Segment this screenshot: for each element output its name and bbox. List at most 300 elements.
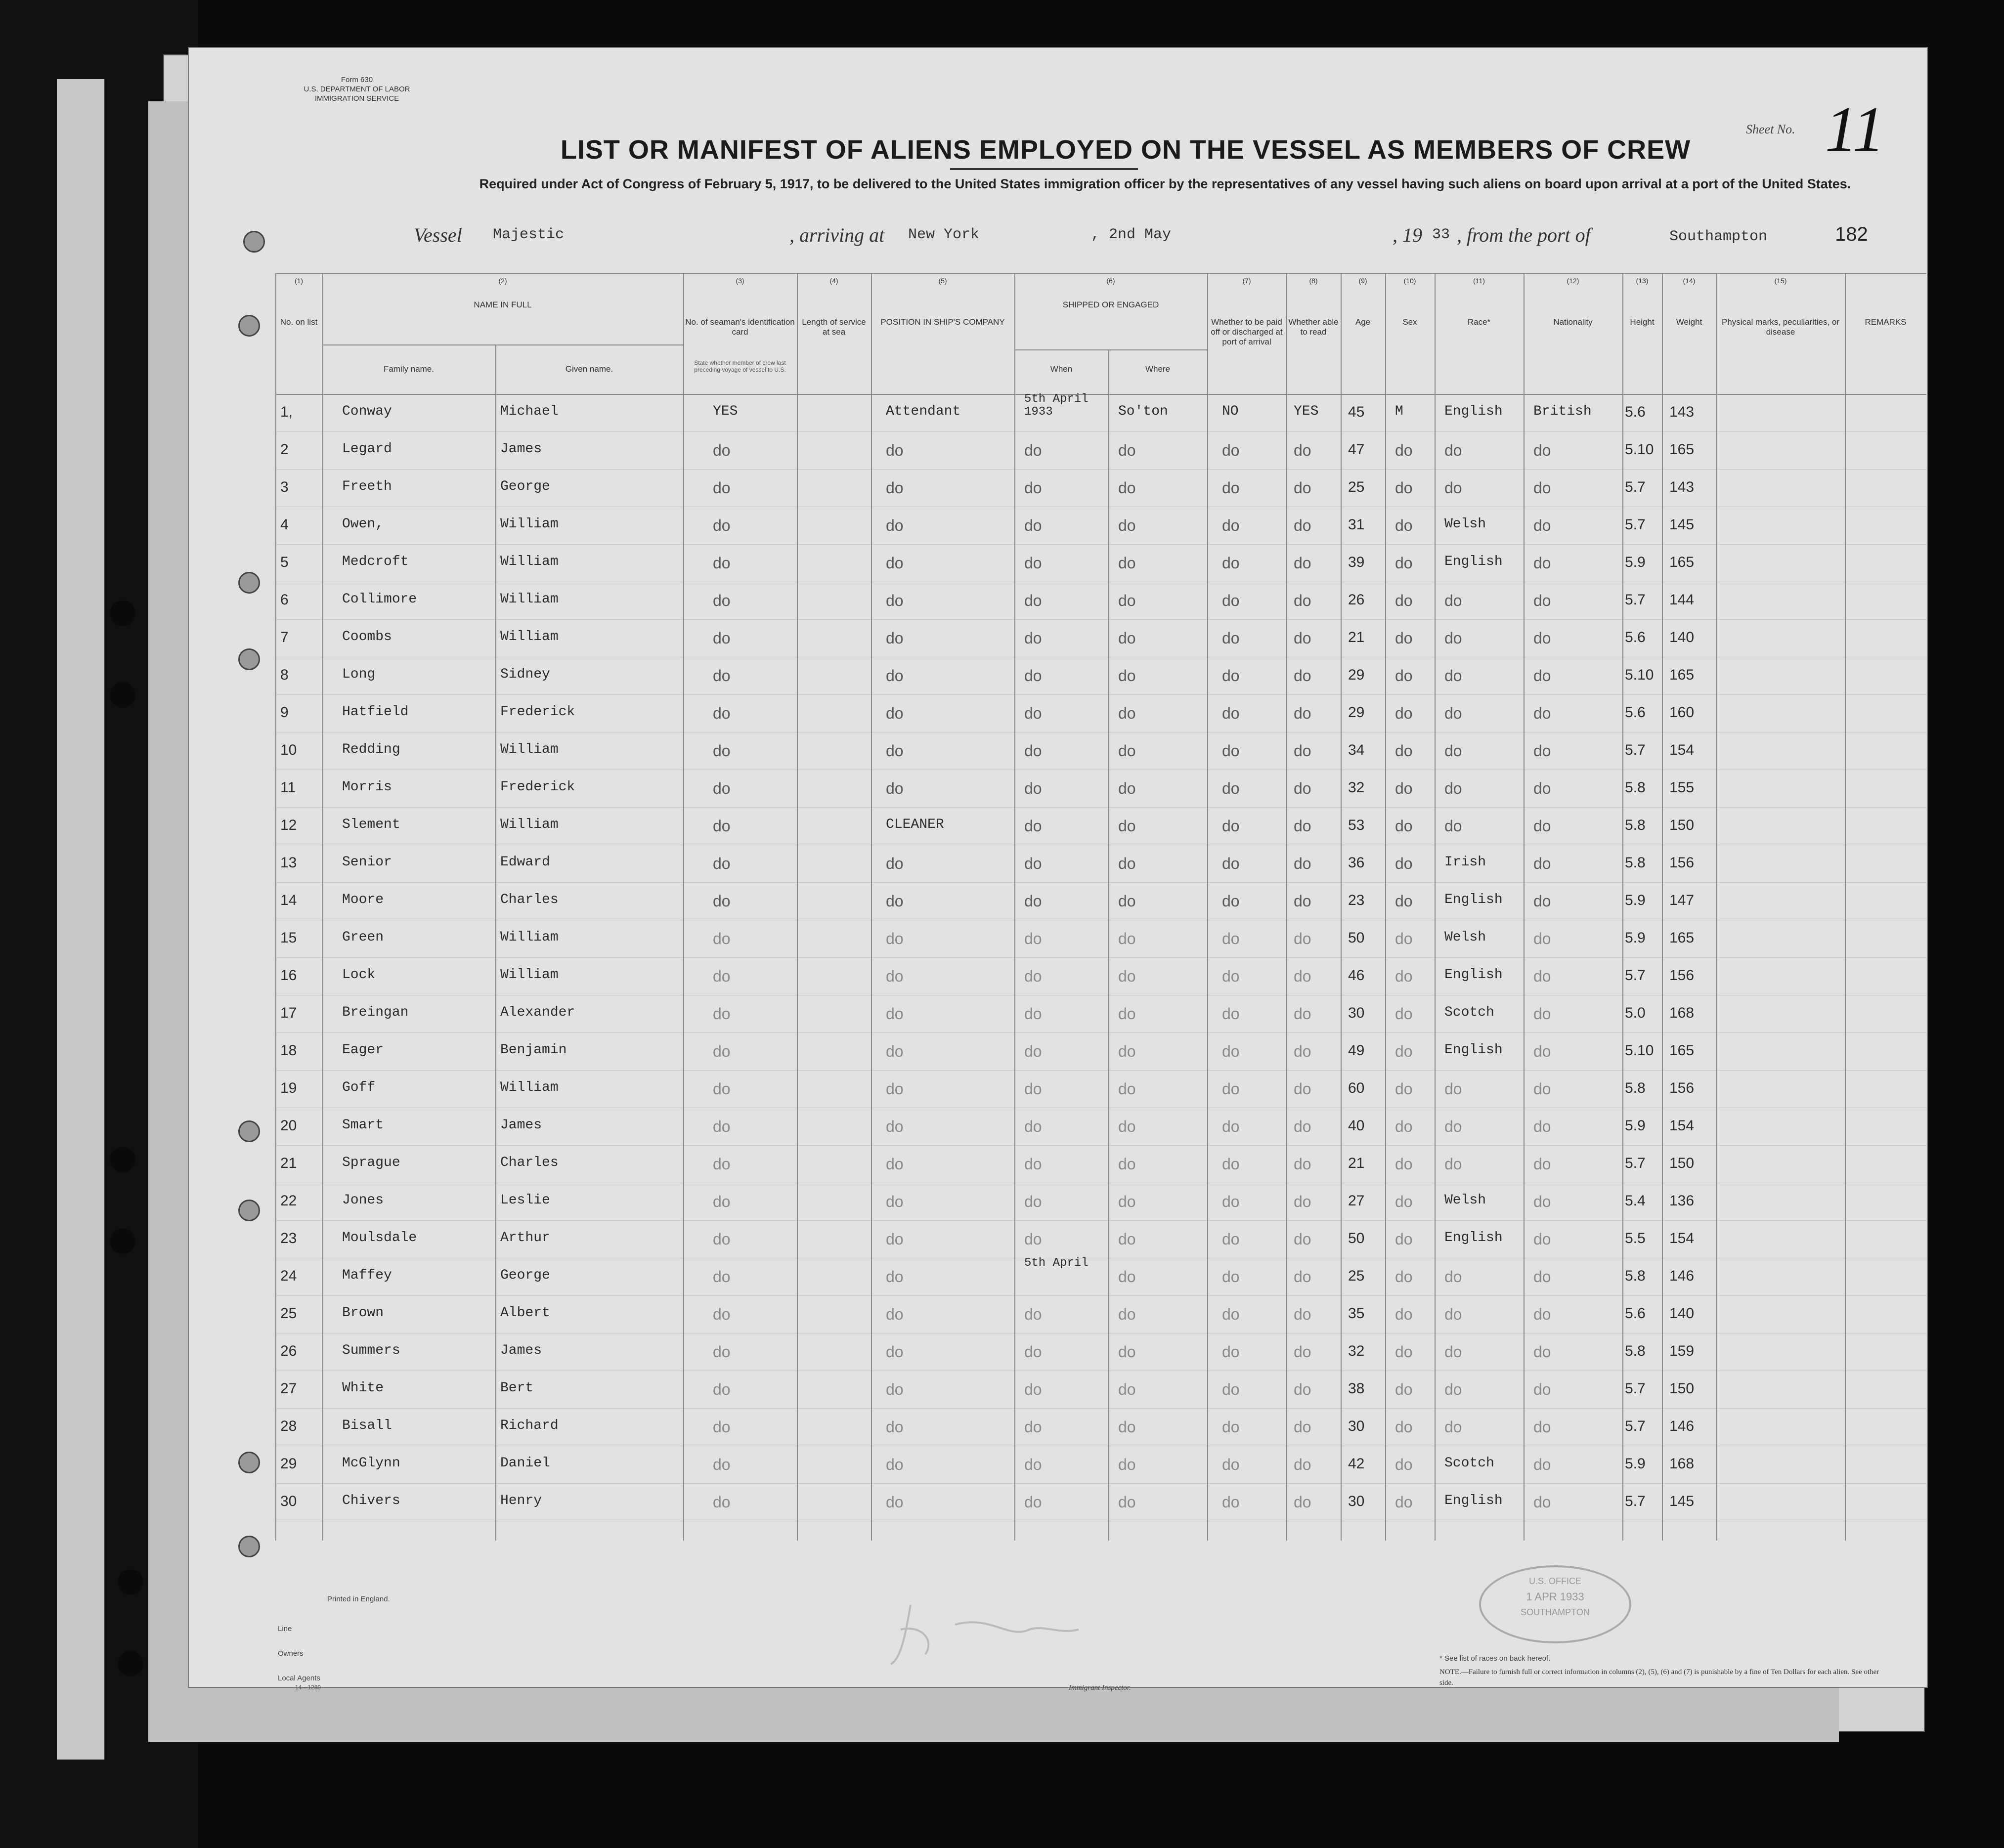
column-number: (1) [294, 277, 304, 285]
age: 35 [1348, 1305, 1365, 1322]
column-subheader: Family name. [383, 364, 435, 374]
shipped-when: do [1024, 479, 1042, 497]
age: 49 [1348, 1042, 1365, 1059]
given-name: Henry [500, 1493, 542, 1508]
given-name: Charles [500, 1155, 559, 1170]
race: Welsh [1444, 516, 1486, 532]
position: do [886, 1380, 904, 1398]
height: 5.8 [1625, 855, 1646, 871]
given-name: William [500, 1080, 559, 1095]
page-title: LIST OR MANIFEST OF ALIENS EMPLOYED ON THE VESSEL AS MEMBERS OF CREW [560, 135, 1691, 165]
row-rule [275, 807, 1926, 808]
paid-off: do [1222, 1117, 1240, 1135]
column-rule [797, 273, 798, 1541]
race: do [1444, 1117, 1462, 1135]
sex: do [1395, 704, 1413, 722]
shipped-subheader-rule [1014, 349, 1207, 350]
age: 46 [1348, 967, 1365, 984]
race: do [1444, 779, 1462, 797]
family-name: Long [342, 667, 376, 682]
sheet-number: 11 [1825, 94, 1885, 165]
shipped-when: do [1024, 1456, 1042, 1473]
family-name: Moulsdale [342, 1230, 417, 1246]
column-rule [1845, 273, 1846, 1541]
position: do [886, 704, 904, 722]
weight: 140 [1669, 629, 1695, 645]
given-name: George [500, 1268, 550, 1283]
inspector-label: Immigrant Inspector. [1069, 1684, 1131, 1692]
column-number: (3) [736, 277, 744, 285]
column-header: Height [1630, 317, 1655, 327]
shipped-where: do [1118, 1305, 1136, 1323]
paid-off: do [1222, 855, 1240, 872]
shipped-where: do [1118, 1230, 1136, 1248]
weight: 165 [1669, 667, 1695, 683]
able-to-read: do [1294, 629, 1311, 647]
shipped-where: So'ton [1118, 404, 1168, 419]
card-number: do [713, 1080, 731, 1098]
given-name: George [500, 479, 550, 494]
nationality: do [1533, 479, 1551, 497]
column-rule [871, 273, 872, 1541]
weight: 147 [1669, 892, 1695, 908]
column-number: (2) [498, 277, 507, 285]
paid-off: do [1222, 592, 1240, 609]
race: English [1444, 967, 1503, 983]
given-name: Leslie [500, 1193, 550, 1208]
row-number: 9 [280, 704, 289, 721]
height: 5.7 [1625, 1418, 1646, 1434]
weight: 150 [1669, 1380, 1695, 1397]
able-to-read: do [1294, 1042, 1311, 1060]
vessel-label: Vessel [414, 224, 462, 246]
family-name: Slement [342, 817, 400, 832]
nationality: do [1533, 892, 1551, 910]
age: 30 [1348, 1005, 1365, 1021]
height: 5.9 [1625, 1456, 1646, 1472]
column-header: No. of seaman's identification card [685, 317, 795, 337]
weight: 144 [1669, 592, 1695, 608]
age: 40 [1348, 1117, 1365, 1134]
paid-off: do [1222, 1493, 1240, 1511]
family-name: Legard [342, 441, 392, 457]
nationality: do [1533, 1456, 1551, 1473]
age: 34 [1348, 742, 1365, 758]
manifest-table [189, 48, 1929, 1689]
age: 47 [1348, 441, 1365, 458]
paid-off: do [1222, 742, 1240, 760]
row-rule [275, 1032, 1926, 1033]
age: 36 [1348, 855, 1365, 871]
race: do [1444, 592, 1462, 609]
card-number: do [713, 1155, 731, 1173]
age: 25 [1348, 1268, 1365, 1284]
nationality: do [1533, 1155, 1551, 1173]
column-header: Length of service at sea [802, 317, 866, 337]
page-subtitle: Required under Act of Congress of February 5, 1917, to be delivered to the United States immigration officer by the representatives of any vessel having such aliens on board upon arrival at a port of the United States. [479, 176, 1851, 191]
given-name: Daniel [500, 1456, 550, 1471]
position: do [886, 1418, 904, 1436]
paid-off: do [1222, 1380, 1240, 1398]
weight: 156 [1669, 855, 1695, 871]
punch-hole [110, 1147, 135, 1172]
race: English [1444, 1230, 1503, 1246]
paid-off: do [1222, 441, 1240, 459]
column-number: (12) [1567, 277, 1579, 285]
able-to-read: do [1294, 479, 1311, 497]
sheet-number-label: Sheet No. [1746, 122, 1795, 136]
office-stamp [1479, 1565, 1631, 1643]
age: 27 [1348, 1193, 1365, 1209]
shipped-where: do [1118, 554, 1136, 572]
weight: 168 [1669, 1005, 1695, 1021]
able-to-read: do [1294, 1456, 1311, 1473]
age: 38 [1348, 1380, 1365, 1397]
card-number: do [713, 1042, 731, 1060]
stamp-bottom: SOUTHAMPTON [1521, 1607, 1590, 1617]
row-rule [275, 1145, 1926, 1146]
given-name: Frederick [500, 779, 575, 795]
paid-off: do [1222, 516, 1240, 534]
column-header: Whether to be paid off or discharged at port of arrival [1211, 317, 1283, 346]
row-rule [275, 1483, 1926, 1484]
shipped-when: do [1024, 516, 1042, 534]
age: 21 [1348, 629, 1365, 645]
race: do [1444, 1268, 1462, 1286]
shipped-where: do [1118, 592, 1136, 609]
nationality: do [1533, 516, 1551, 534]
shipped-when: do [1024, 742, 1042, 760]
sex: do [1395, 855, 1413, 872]
height: 5.6 [1625, 404, 1646, 420]
paid-off: do [1222, 967, 1240, 985]
height: 5.8 [1625, 1268, 1646, 1284]
nationality: do [1533, 1268, 1551, 1286]
nationality: do [1533, 441, 1551, 459]
family-name: Morris [342, 779, 392, 795]
binder-strip [57, 79, 105, 1760]
able-to-read: do [1294, 1343, 1311, 1361]
arriving-label: , arriving at [789, 224, 885, 246]
weight: 154 [1669, 1117, 1695, 1134]
row-number: 28 [280, 1418, 297, 1434]
able-to-read: do [1294, 892, 1311, 910]
able-to-read: do [1294, 667, 1311, 685]
paid-off: do [1222, 817, 1240, 835]
paid-off: do [1222, 479, 1240, 497]
able-to-read: do [1294, 1005, 1311, 1023]
punch-hole [118, 1651, 143, 1676]
age: 23 [1348, 892, 1365, 908]
able-to-read: do [1294, 967, 1311, 985]
family-name: Bisall [342, 1418, 392, 1433]
shipped-where: do [1118, 704, 1136, 722]
column-rule [1286, 273, 1287, 1541]
able-to-read: do [1294, 779, 1311, 797]
row-number: 15 [280, 930, 297, 946]
sex: do [1395, 1005, 1413, 1023]
card-number: do [713, 930, 731, 947]
sex: do [1395, 1230, 1413, 1248]
height: 5.7 [1625, 742, 1646, 758]
family-name: Coombs [342, 629, 392, 645]
sex: do [1395, 1456, 1413, 1473]
row-number: 3 [280, 479, 289, 495]
position: do [886, 479, 904, 497]
shipped-when: do [1024, 1155, 1042, 1173]
weight: 146 [1669, 1268, 1695, 1284]
sex: do [1395, 667, 1413, 685]
sex: do [1395, 1380, 1413, 1398]
weight: 165 [1669, 441, 1695, 458]
able-to-read: do [1294, 592, 1311, 609]
card-number: do [713, 967, 731, 985]
shipped-where: do [1118, 967, 1136, 985]
sex: do [1395, 1193, 1413, 1210]
card-number: do [713, 1268, 731, 1286]
race: English [1444, 554, 1503, 569]
weight: 160 [1669, 704, 1695, 721]
row-rule [275, 882, 1926, 883]
table-top-rule [275, 273, 1926, 274]
weight: 165 [1669, 930, 1695, 946]
family-name: Collimore [342, 592, 417, 607]
shipped-when: do [1024, 1042, 1042, 1060]
nationality: do [1533, 1005, 1551, 1023]
weight: 154 [1669, 1230, 1695, 1246]
shipped-where: do [1118, 1343, 1136, 1361]
column-subheader: Given name. [565, 364, 613, 374]
column-header: Race* [1467, 317, 1491, 327]
paid-off: do [1222, 1268, 1240, 1286]
card-number: do [713, 629, 731, 647]
family-name: Chivers [342, 1493, 400, 1508]
card-number: do [713, 1305, 731, 1323]
punch-hole [110, 1228, 135, 1254]
given-name: Bert [500, 1380, 534, 1396]
height: 5.5 [1625, 1230, 1646, 1246]
race: Welsh [1444, 1193, 1486, 1208]
nationality: do [1533, 1193, 1551, 1210]
shipped-where: do [1118, 629, 1136, 647]
form-department: U.S. DEPARTMENT OF LABOR [304, 85, 410, 93]
position: Attendant [886, 404, 961, 419]
position: do [886, 1493, 904, 1511]
weight: 143 [1669, 404, 1695, 420]
height: 5.8 [1625, 1343, 1646, 1359]
race: do [1444, 1305, 1462, 1323]
age: 60 [1348, 1080, 1365, 1096]
card-number: do [713, 592, 731, 609]
column-number: (15) [1774, 277, 1787, 285]
shipped-where: do [1118, 1042, 1136, 1060]
card-number: do [713, 554, 731, 572]
shipped-when: do [1024, 967, 1042, 985]
given-name: Michael [500, 404, 559, 419]
row-number: 23 [280, 1230, 297, 1246]
column-header: NAME IN FULL [474, 300, 532, 309]
agents-label: Local Agents [278, 1674, 320, 1682]
given-name: William [500, 554, 559, 569]
departure-port: Southampton [1669, 228, 1768, 245]
row-number: 12 [280, 817, 297, 833]
row-rule [275, 469, 1926, 470]
sex: do [1395, 1305, 1413, 1323]
weight: 145 [1669, 1493, 1695, 1509]
card-number: do [713, 441, 731, 459]
weight: 155 [1669, 779, 1695, 796]
card-number: do [713, 1193, 731, 1210]
column-header: Weight [1676, 317, 1702, 327]
sex: do [1395, 554, 1413, 572]
shipped-when: do [1024, 667, 1042, 685]
arrival-date: , 2nd May [1091, 226, 1172, 243]
sex: do [1395, 1418, 1413, 1436]
position: do [886, 667, 904, 685]
shipped-where: do [1118, 855, 1136, 872]
given-name: William [500, 516, 559, 532]
age: 53 [1348, 817, 1365, 833]
paid-off: do [1222, 930, 1240, 947]
paid-off: do [1222, 1305, 1240, 1323]
manifest-sheet [188, 47, 1928, 1692]
shipped-where: do [1118, 742, 1136, 760]
row-rule [275, 1295, 1926, 1296]
family-name: Lock [342, 967, 376, 983]
weight: 140 [1669, 1305, 1695, 1322]
row-rule [275, 1070, 1926, 1071]
family-name: Jones [342, 1193, 384, 1208]
race: do [1444, 1418, 1462, 1436]
column-number: (13) [1636, 277, 1649, 285]
column-rule [1207, 273, 1208, 1541]
nationality: do [1533, 667, 1551, 685]
age: 29 [1348, 667, 1365, 683]
card-number: do [713, 1343, 731, 1361]
year-prefix: , 19 [1393, 224, 1422, 246]
position: do [886, 855, 904, 872]
paid-off: do [1222, 1042, 1240, 1060]
column-number: (9) [1358, 277, 1367, 285]
row-number: 8 [280, 667, 289, 683]
position: do [886, 967, 904, 985]
row-number: 10 [280, 742, 297, 758]
family-name: Goff [342, 1080, 376, 1095]
owners-label: Owners [278, 1649, 304, 1658]
row-number: 21 [280, 1155, 297, 1171]
row-number: 14 [280, 892, 297, 908]
position: do [886, 1343, 904, 1361]
given-name: William [500, 629, 559, 645]
age: 31 [1348, 516, 1365, 533]
height: 5.9 [1625, 554, 1646, 570]
sex: do [1395, 967, 1413, 985]
shipped-when: do [1024, 629, 1042, 647]
given-name: James [500, 1343, 542, 1358]
column-rule [1385, 273, 1386, 1541]
height: 5.7 [1625, 1155, 1646, 1171]
row-number: 1, [280, 404, 293, 420]
sex: do [1395, 1493, 1413, 1511]
able-to-read: do [1294, 1493, 1311, 1511]
form-service: IMMIGRATION SERVICE [314, 94, 399, 103]
race: English [1444, 1042, 1503, 1058]
column-subheader: When [1050, 364, 1073, 374]
position: do [886, 1230, 904, 1248]
row-rule [275, 1408, 1926, 1409]
form-number: Form 630 [341, 76, 373, 84]
race: do [1444, 667, 1462, 685]
family-name: Redding [342, 742, 400, 757]
nationality: do [1533, 1080, 1551, 1098]
weight: 146 [1669, 1418, 1695, 1434]
weight: 165 [1669, 1042, 1695, 1059]
shipped-when: do [1024, 892, 1042, 910]
family-name: Owen, [342, 516, 384, 532]
sex: do [1395, 592, 1413, 609]
height: 5.6 [1625, 629, 1646, 645]
shipped-when: do [1024, 1418, 1042, 1436]
column-rule [1341, 273, 1342, 1541]
column-header: Nationality [1553, 317, 1593, 327]
sex: do [1395, 1042, 1413, 1060]
able-to-read: do [1294, 1117, 1311, 1135]
height: 5.8 [1625, 1080, 1646, 1096]
nationality: do [1533, 855, 1551, 872]
race: Scotch [1444, 1456, 1494, 1471]
position: do [886, 592, 904, 609]
given-name: James [500, 1117, 542, 1133]
card-number: do [713, 779, 731, 797]
arrival-port: New York [908, 226, 980, 243]
punch-hole [110, 601, 135, 626]
paid-off: do [1222, 554, 1240, 572]
race: English [1444, 892, 1503, 907]
family-name: Freeth [342, 479, 392, 494]
row-number: 4 [280, 516, 289, 533]
row-rule [275, 431, 1926, 432]
age: 30 [1348, 1493, 1365, 1509]
column-header: Age [1355, 317, 1371, 327]
stamp-date: 1 APR 1933 [1526, 1590, 1584, 1603]
race: do [1444, 441, 1462, 459]
name-split-rule [495, 344, 496, 1541]
paid-off: do [1222, 1230, 1240, 1248]
given-name: William [500, 817, 559, 832]
given-name: William [500, 967, 559, 983]
nationality: do [1533, 1380, 1551, 1398]
row-number: 2 [280, 441, 289, 458]
row-number: 17 [280, 1005, 297, 1021]
paid-off: do [1222, 779, 1240, 797]
row-number: 25 [280, 1305, 297, 1322]
shipped-when: do [1024, 1005, 1042, 1023]
card-number: do [713, 1456, 731, 1473]
shipped-when: do [1024, 817, 1042, 835]
column-number: (14) [1683, 277, 1696, 285]
nationality: do [1533, 779, 1551, 797]
age: 25 [1348, 479, 1365, 495]
paid-off: do [1222, 1343, 1240, 1361]
nationality: do [1533, 1343, 1551, 1361]
age: 50 [1348, 930, 1365, 946]
row-number: 22 [280, 1193, 297, 1209]
nationality: do [1533, 930, 1551, 947]
sex: do [1395, 817, 1413, 835]
height: 5.7 [1625, 592, 1646, 608]
row-number: 27 [280, 1380, 297, 1397]
family-name: Hatfield [342, 704, 409, 720]
